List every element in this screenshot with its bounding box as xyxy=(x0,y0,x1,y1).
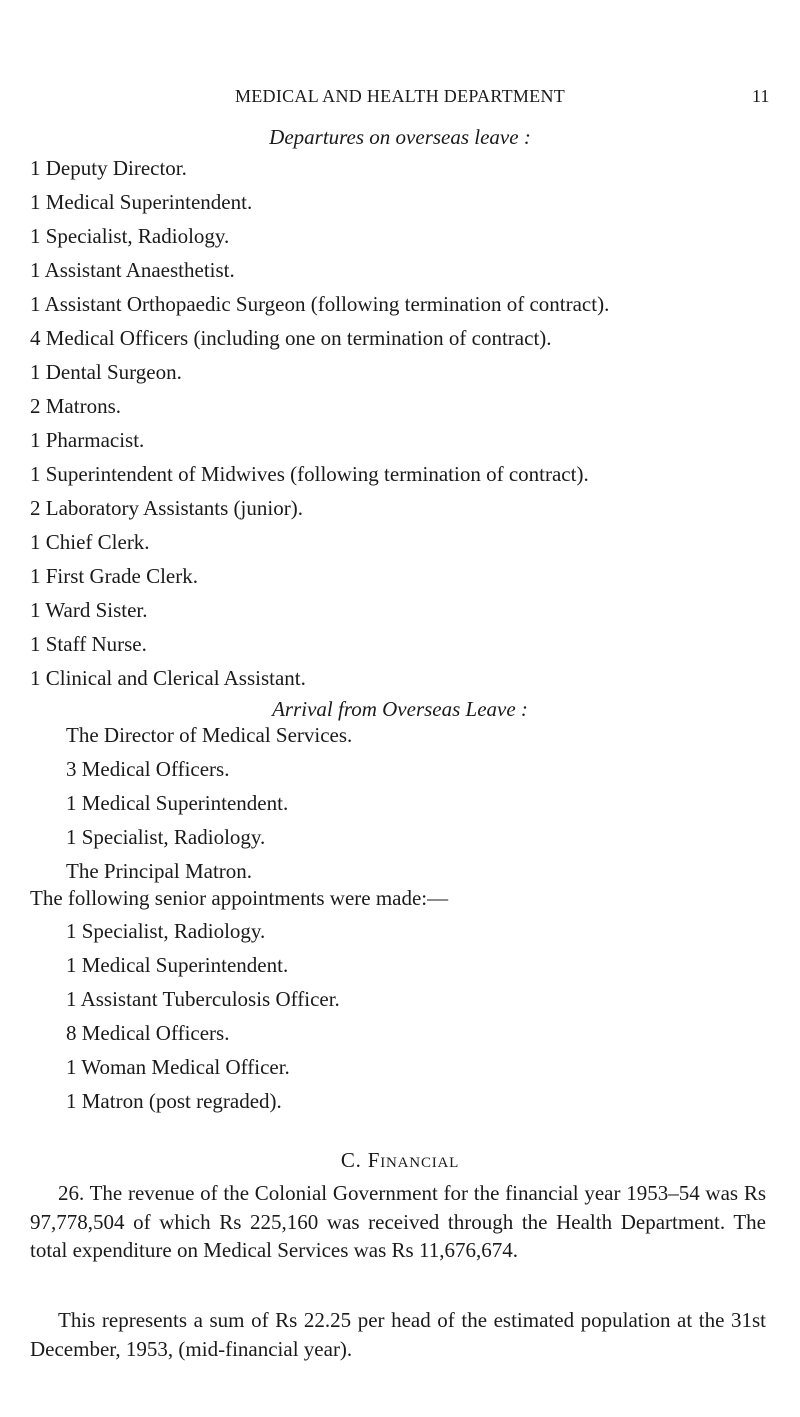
list-item: The Director of Medical Services. xyxy=(66,723,353,747)
list-item: 1 Specialist, Radiology. xyxy=(66,919,266,943)
financial-heading: C. Financial xyxy=(340,1148,460,1172)
list-item: 1 Staff Nurse. xyxy=(30,632,147,656)
list-item: 4 Medical Officers (including one on termination of contract). xyxy=(30,326,552,350)
list-item: 1 Deputy Director. xyxy=(30,156,187,180)
list-item: 1 Medical Superintendent. xyxy=(66,953,289,977)
list-item: 1 Superintendent of Midwives (following termination of contract). xyxy=(30,462,589,486)
page-number: 11 xyxy=(752,86,770,106)
appointments-list xyxy=(66,914,340,1118)
list-item: 8 Medical Officers. xyxy=(66,1021,230,1045)
list-item: 1 Matron (post regraded). xyxy=(66,1089,282,1113)
appointments-intro: The following senior appointments were made:— xyxy=(30,886,449,910)
departures-list xyxy=(30,151,609,695)
list-item: 2 Matrons. xyxy=(30,394,121,418)
financial-paragraph xyxy=(30,1179,766,1265)
list-item: 1 Pharmacist. xyxy=(30,428,145,452)
list-item: 1 Medical Superintendent. xyxy=(66,791,289,815)
list-item: 1 Assistant Tuberculosis Officer. xyxy=(66,987,340,1011)
running-title: MEDICAL AND HEALTH DEPARTMENT xyxy=(234,86,566,106)
list-item: 1 Ward Sister. xyxy=(30,598,148,622)
list-item: 1 Clinical and Clerical Assistant. xyxy=(30,666,306,690)
arrivals-heading: Arrival from Overseas Leave : xyxy=(272,697,528,721)
list-item: 1 Medical Superintendent. xyxy=(30,190,253,214)
page-header xyxy=(0,84,800,114)
list-item: The Principal Matron. xyxy=(66,859,253,883)
list-item: 3 Medical Officers. xyxy=(66,757,230,781)
paragraph-text: This represents a sum of Rs 22.25 per head of the estimated population at the 31st December, 1953, (mid-financial year). xyxy=(30,1308,766,1361)
list-item: 1 Chief Clerk. xyxy=(30,530,150,554)
financial-paragraph xyxy=(30,1306,766,1363)
list-item: 1 Assistant Orthopaedic Surgeon (following termination of contract). xyxy=(30,292,610,316)
list-item: 2 Laboratory Assistants (junior). xyxy=(30,496,303,520)
list-item: 1 Specialist, Radiology. xyxy=(30,224,230,248)
list-item: 1 Dental Surgeon. xyxy=(30,360,182,384)
list-item: 1 Assistant Anaesthetist. xyxy=(30,258,235,282)
list-item: 1 First Grade Clerk. xyxy=(30,564,198,588)
departures-heading: Departures on overseas leave : xyxy=(269,125,531,149)
paragraph-text: 26. The revenue of the Colonial Government for the financial year 1953–54 was Rs 97,778,504 of which Rs 225,160 was received through the Health Department. The total expenditure on Medical Services was Rs 11,676,674. xyxy=(30,1181,766,1262)
list-item: 1 Woman Medical Officer. xyxy=(66,1055,290,1079)
arrivals-list xyxy=(66,718,352,888)
list-item: 1 Specialist, Radiology. xyxy=(66,825,266,849)
